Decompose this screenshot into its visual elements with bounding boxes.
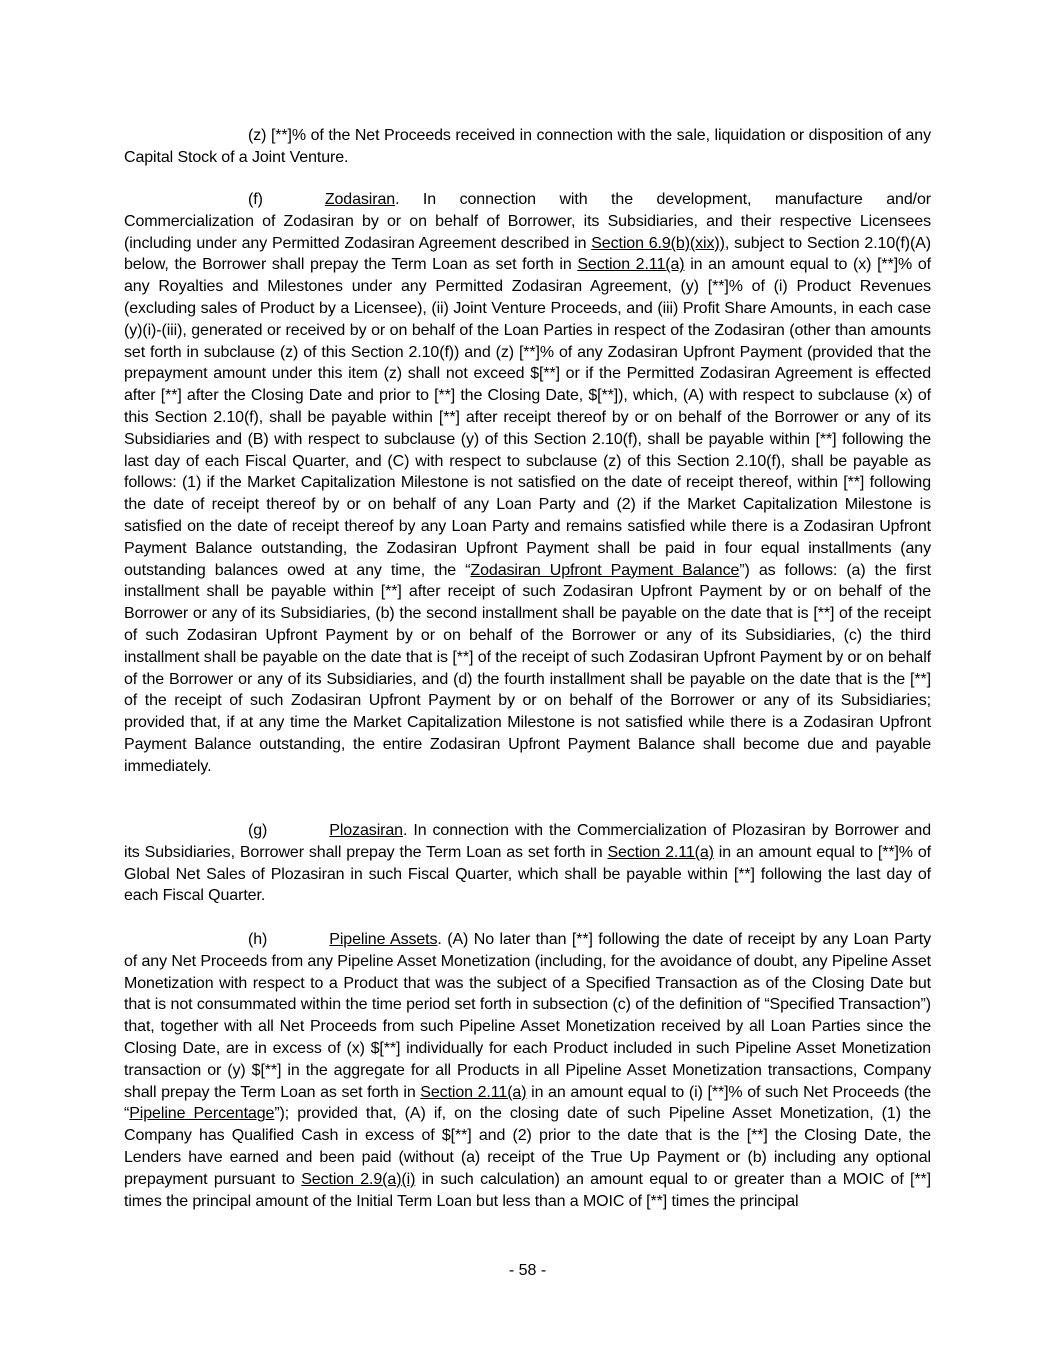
section-reference-link: Section 2.11(a)	[577, 256, 685, 274]
paragraph-h-title: Pipeline Assets	[329, 931, 438, 948]
section-reference-link: Section 6.9(b)(xix))	[591, 234, 725, 252]
paragraph-h-pipeline-assets	[124, 929, 931, 1212]
paragraph-f-label: (f)	[248, 191, 263, 208]
paragraph-f-zodasiran	[124, 189, 931, 778]
paragraph-h-text-4: in such calculation) an amount equal to or greater than a MOIC of [**] times the principal amount of the Initial Term Loan but less than a MOIC of [**] times the principal	[124, 1170, 931, 1210]
defined-term: Zodasiran Upfront Payment Balance	[470, 561, 740, 579]
paragraph-f-text-1: . In connection with the development, manufacture and/or Commercialization of Zodasiran by or on behalf of Borrower, its Subsidiaries, and their respective Licensees (including under any Permitted Zodasiran Agreement described in	[124, 191, 931, 252]
paragraph-f-text-3: in an amount equal to (x) [**]% of any Royalties and Milestones under any Permitted Zodasiran Agreement, (y) [**]% of (i) Product Revenues (excluding sales of Product by a Licensee), (ii) Joint Venture Proceeds, and (iii) Profit Share Amounts, in each case (y)(i)-(iii), generated or received by or on behalf of the Loan Parties in respect of the Zodasiran (other than amounts set forth in subclause (z) of this Section 2.10(f)) and (z) [**]% of any Zodasiran Upfront Payment (provided that the prepayment amount under this item (z) shall not exceed $[**] or if the Permitted Zodasiran Agreement is effected after [**] after the Closing Date and prior to [**] the Closing Date, $[**]), which, (A) with respect to subclause (x) of this Section 2.10(f), shall be payable within [**] after receipt thereof by or on behalf of the Borrower or any of its Subsidiaries and (B) with respect to subclause (y) of this Section 2.10(f), shall be payable within [**] following the last day of each Fiscal Quarter, and (C) with respect to subclause (z) of this Section 2.10(f), shall be payable as follows: (1) if the Market Capitalization Milestone is not satisfied on the date of receipt thereof, within [**] following the date of receipt thereof by or on behalf of any Loan Party and (2) if the Market Capitalization Milestone is satisfied on the date of receipt thereof by any Loan Party and remains satisfied while there is a Zodasiran Upfront Payment Balance outstanding, the Zodasiran Upfront Payment shall be paid in four equal installments (any outstanding balances owed at any time, the “	[124, 256, 931, 579]
defined-term: Pipeline Percentage	[129, 1105, 275, 1123]
paragraph-g-title: Plozasiran	[329, 822, 403, 839]
section-reference-link: Section 2.9(a)(i)	[301, 1170, 416, 1188]
paragraph-f-title: Zodasiran	[324, 191, 396, 208]
paragraph-f-text-2: , subject to Section 2.10(f)(A) below, the Borrower shall prepay the Term Loan as set forth in	[124, 234, 931, 274]
page-number: - 58 -	[508, 1262, 547, 1279]
paragraph-f-text-4: ”) as follows: (a) the first installment shall be payable within [**] after receipt of such Zodasiran Upfront Payment by or on behalf of the Borrower or any of its Subsidiaries, (b) the second installment shall be payable on the date that is [**] of the receipt of such Zodasiran Upfront Payment by or on behalf of the Borrower or any of its Subsidiaries, (c) the third installment shall be payable on the date that is [**] of the receipt of such Zodasiran Upfront Payment by or on behalf of the Borrower or any of its Subsidiaries, and (d) the fourth installment shall be payable on the date that is the [**] of the receipt of such Zodasiran Upfront Payment by or on behalf of the Borrower or any of its Subsidiaries; provided that, if at any time the Market Capitalization Milestone is not satisfied while there is a Zodasiran Upfront Payment Balance outstanding, the entire Zodasiran Upfront Payment Balance shall become due and payable immediately.	[124, 561, 931, 775]
paragraph-h-text-2: in an amount equal to (i) [**]% of such Net Proceeds (the “	[124, 1083, 932, 1123]
paragraph-g-label: (g)	[248, 822, 268, 839]
paragraph-g-text-1: . In connection with the Commercialization of Plozasiran by Borrower and its Subsidiaries, Borrower shall prepay the Term Loan as set forth in	[124, 822, 931, 861]
paragraph-h-text-1: . (A) No later than [**] following the date of receipt by any Loan Party of any Net Proceeds from any Pipeline Asset Monetization (including, for the avoidance of doubt, any Pipeline Asset Monetization with respect to a Product that was the subject of a Specified Transaction as of the Closing Date but that is not consummated within the time period set forth in subsection (c) of the definition of “Specified Transaction”) that, together with all Net Proceeds from such Pipeline Asset Monetization received by all Loan Parties since the Closing Date, are in excess of (x) $[**] individually for each Product included in such Pipeline Asset Monetization transaction or (y) $[**] in the aggregate for all Products in all Pipeline Asset Monetization transactions, Company shall prepay the Term Loan as set forth in	[124, 931, 931, 1101]
paragraph-z-text: (z) [**]% of the Net Proceeds received in connection with the sale, liquidation or disposition of any Capital Stock of a Joint Venture.	[124, 127, 931, 166]
paragraph-h-label: (h)	[248, 931, 268, 948]
section-reference-link: Section 2.11(a)	[607, 843, 714, 861]
paragraph-h-text-3: ”); provided that, (A) if, on the closing date of such Pipeline Asset Monetization, (1) the Company has Qualified Cash in excess of $[**] and (2) prior to the date that is the [**] the Closing Date, the Lenders have earned and been paid (without (a) receipt of the True Up Payment or (b) including any optional prepayment pursuant to	[124, 1105, 931, 1188]
paragraph-g-plozasiran	[124, 820, 931, 907]
paragraph-g-text-2: in an amount equal to [**]% of Global Net Sales of Plozasiran in such Fiscal Quarter, which shall be payable within [**] following the last day of each Fiscal Quarter.	[124, 843, 931, 905]
paragraph-z	[124, 125, 931, 169]
section-reference-link: Section 2.11(a)	[420, 1083, 527, 1101]
